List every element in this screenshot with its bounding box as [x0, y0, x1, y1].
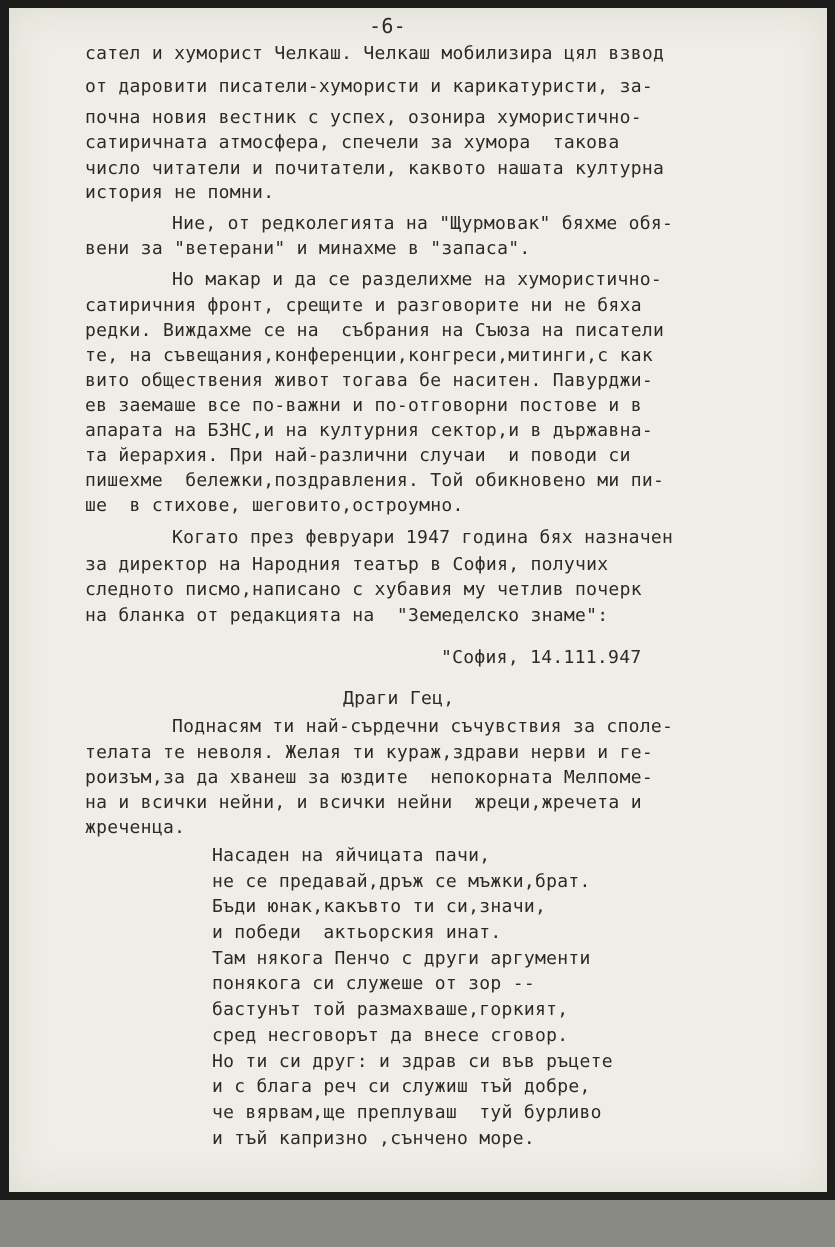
text-line: редки. Виждахме се на събрания на Съюза на писатели [85, 320, 665, 341]
verse-line: сред несговорът да внесе сговор. [212, 1025, 569, 1046]
text-line: вени за "ветерани" и минахме в "запаса". [85, 238, 531, 259]
text-line: сатиричната атмосфера, спечели за хумора такова [85, 132, 620, 153]
text-line: Когато през февруари 1947 година бях назначен [172, 527, 674, 548]
text-line: та йерархия. При най-различни случаи и поводи си [85, 445, 631, 466]
text-line: пишехме бележки,поздравления. Той обикновено ми пи- [85, 470, 665, 491]
text-line: ше в стихове, шеговито,остроумно. [85, 495, 464, 516]
letter-dateline: "София, 14.111.947 [441, 647, 642, 668]
text-line: почна новия вестник с успех, озонира хумористично- [85, 107, 642, 128]
verse-line: бастунът той размахваше,горкият, [212, 999, 569, 1020]
text-line: сател и хуморист Челкаш. Челкаш мобилизира цял взвод [85, 43, 665, 64]
verse-line: и тъй капризно ,сънчено море. [212, 1128, 535, 1149]
text-line: те, на съвещания,конференции,конгреси,митинги,с как [85, 345, 653, 366]
text-line: Ние, от редколегията на "Щурмовак" бяхме обя- [172, 213, 674, 234]
text-line: число читатели и почитатели, каквото нашата културна [85, 158, 665, 179]
text-line: за директор на Народния театър в София, получих [85, 554, 609, 575]
typewritten-page [9, 8, 827, 1192]
verse-line: Там някога Пенчо с други аргументи [212, 948, 591, 969]
letter-line: на и всички нейни, и всички нейни жреци,жречета и [85, 792, 642, 813]
verse-line: не се предавай,дръж се мъжки,брат. [212, 871, 591, 892]
verse-line: че вярвам,ще преплуваш туй бурливо [212, 1102, 602, 1123]
text-line: ев заемаше все по-важни и по-отговорни постове и в [85, 395, 642, 416]
verse-line: Бъди юнак,какъвто ти си,значи, [212, 896, 547, 917]
verse-line: понякога си служеше от зор -- [212, 973, 535, 994]
verse-line: и с блага реч си служиш тъй добре, [212, 1076, 591, 1097]
letter-salutation: Драги Гец, [343, 688, 455, 709]
text-line: сатиричния фронт, срещите и разговорите ни не бяха [85, 295, 642, 316]
text-line: вито обществения живот тогава бе наситен. Павурджи- [85, 370, 653, 391]
letter-line: Поднасям ти най-сърдечни съчувствия за споле- [172, 716, 674, 737]
text-line: от даровити писатели-хумористи и карикатуристи, за- [85, 76, 653, 97]
verse-line: Насаден на яйчицата пачи, [212, 845, 491, 866]
text-line: апарата на БЗНС,и на културния сектор,и в държавна- [85, 420, 653, 441]
text-line: история не помни. [85, 182, 275, 203]
text-line: следното писмо,написано с хубавия му четлив почерк [85, 579, 642, 600]
page-text [9, 8, 827, 1192]
letter-line: телата те неволя. Желая ти кураж,здрави нерви и ге- [85, 742, 653, 763]
verse-line: и победи актьорския инат. [212, 922, 502, 943]
letter-line: жреченца. [85, 817, 186, 838]
page-number: -6- [369, 14, 407, 38]
text-line: Но макар и да се разделихме на хумористично- [172, 269, 663, 290]
verse-line: Но ти си друг: и здрав си във ръцете [212, 1051, 613, 1072]
text-line: на бланка от редакцията на "Земеделско знаме": [85, 605, 609, 626]
letter-line: роизъм,за да хванеш за юздите непокорната Мелпоме- [85, 767, 653, 788]
